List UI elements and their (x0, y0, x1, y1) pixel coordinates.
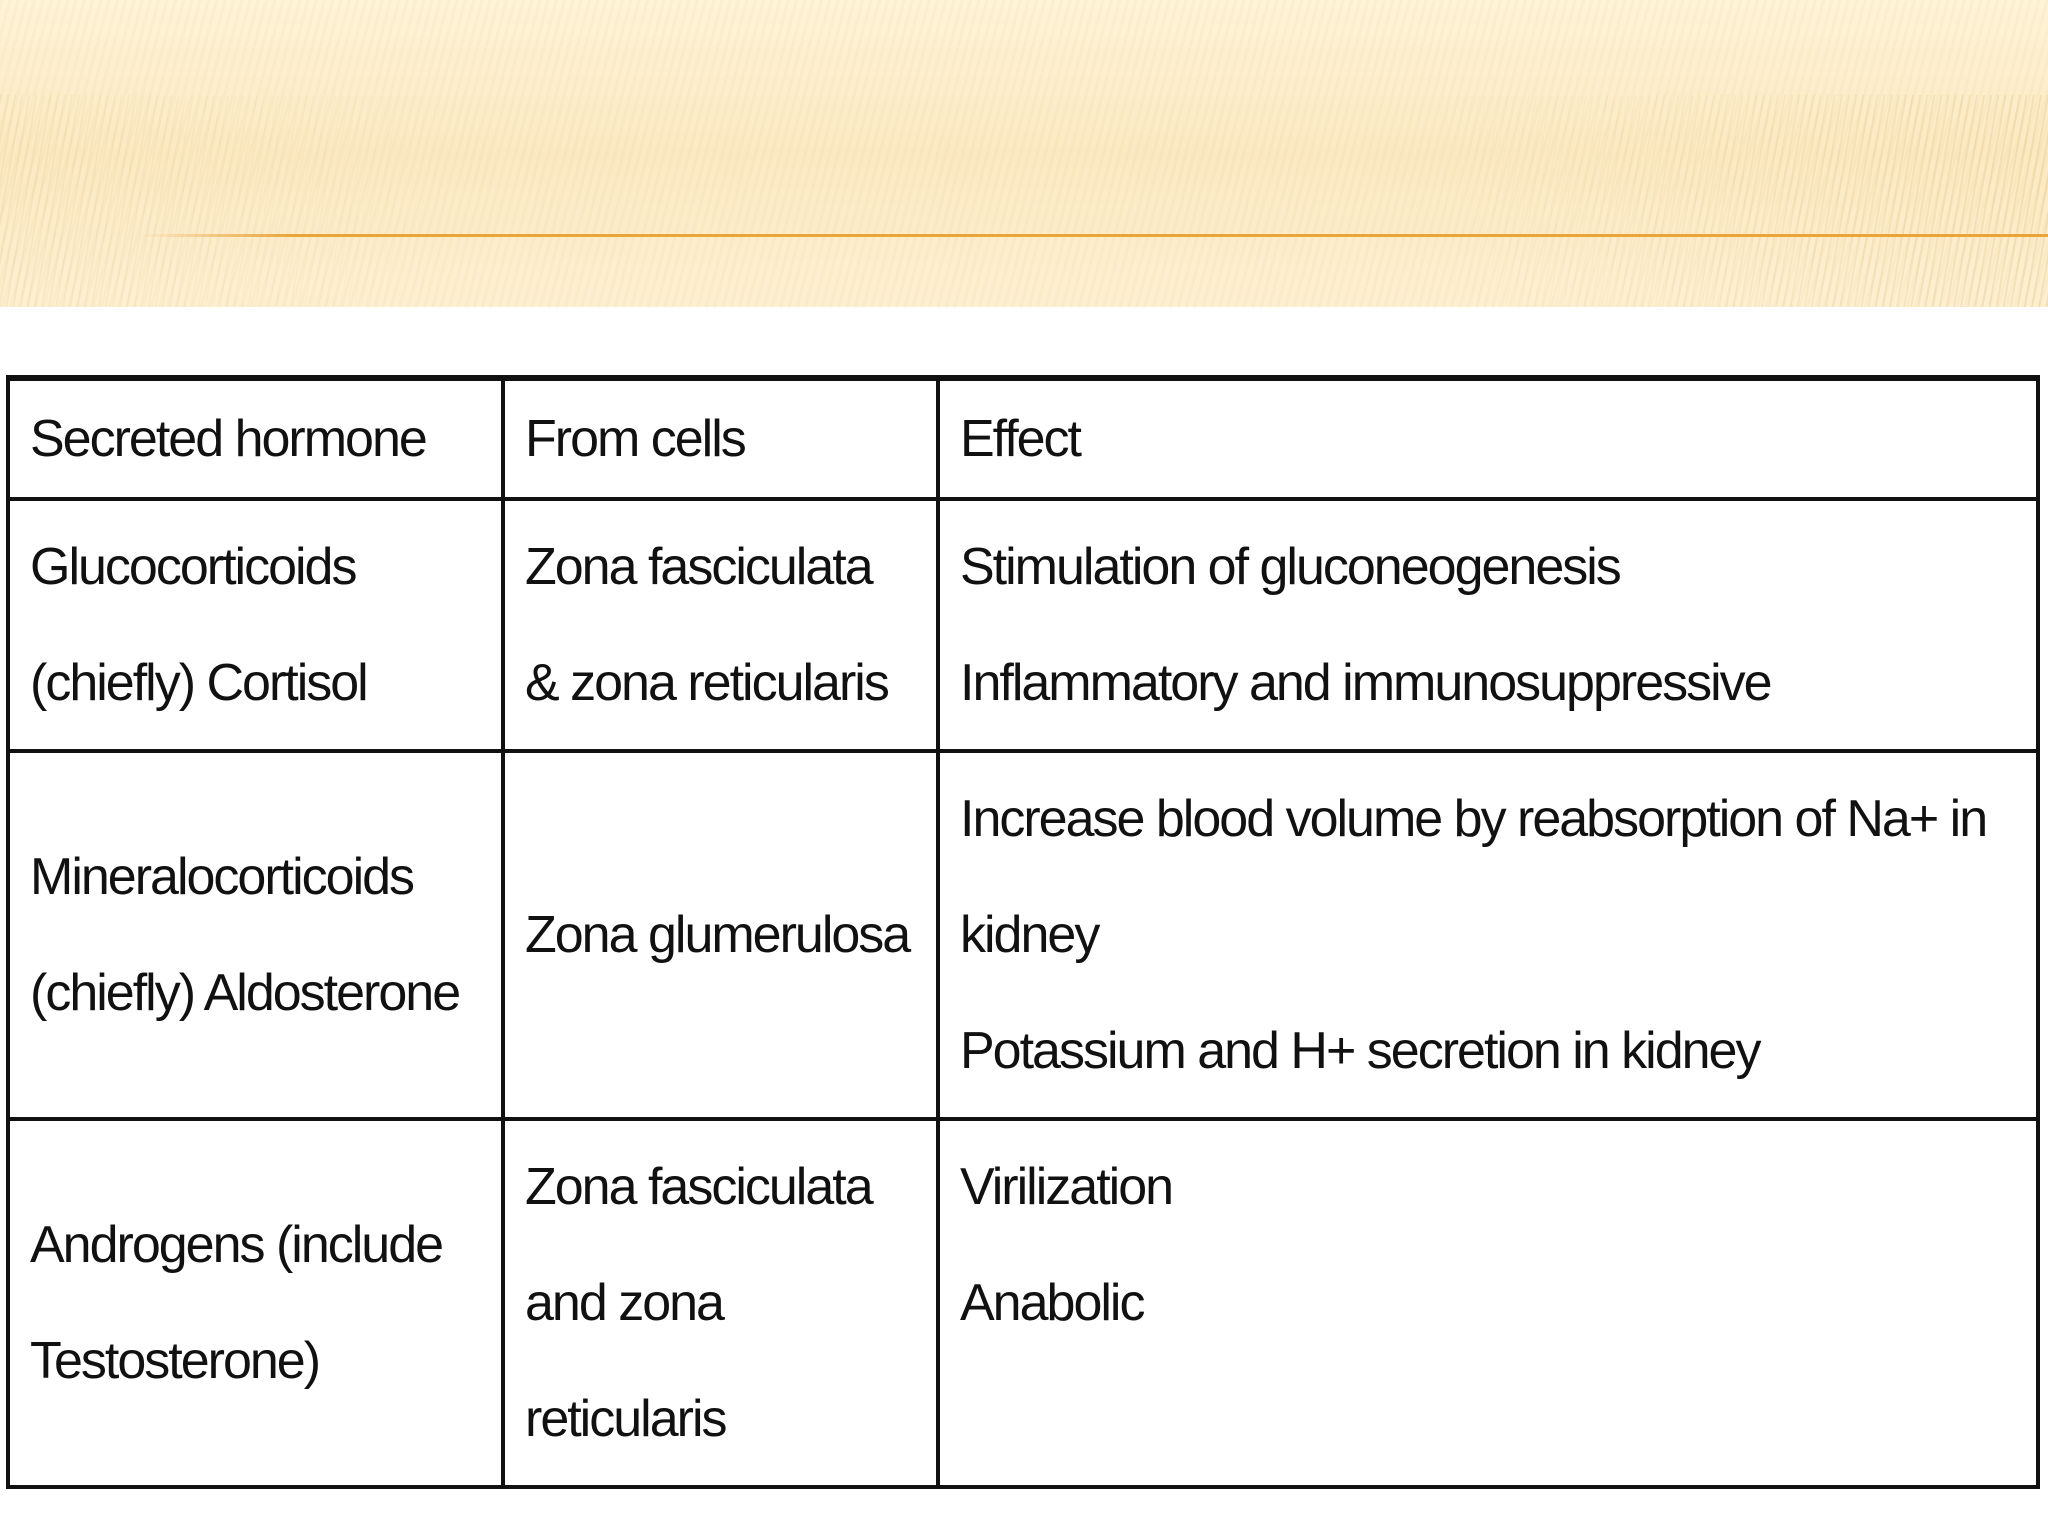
effect-cell (938, 751, 2038, 1119)
column-header-from-cells: From cells (503, 378, 938, 499)
source-cells-cell (503, 1119, 938, 1487)
source-cells-line: Zona fasciculata (525, 538, 872, 596)
source-cells-cell (503, 751, 938, 1119)
hormone-table (6, 375, 2040, 1489)
effect-line: Potassium and H+ secretion in kidney (960, 1022, 1760, 1080)
hormone-detail: (chiefly) Aldosterone (30, 964, 460, 1022)
effect-line: kidney (960, 906, 1099, 964)
source-cells-line: and zona (525, 1274, 723, 1332)
effect-line: Inflammatory and immunosuppressive (960, 654, 1771, 712)
header-divider-line (140, 234, 2048, 237)
header-texture (0, 95, 2048, 307)
effect-line: Anabolic (960, 1274, 1144, 1332)
table-row-androgens (8, 1119, 2038, 1487)
hormone-name: Mineralocorticoids (30, 848, 414, 906)
source-cells-line: & zona reticularis (525, 654, 888, 712)
effect-line: Stimulation of gluconeogenesis (960, 538, 1620, 596)
hormone-cell (8, 1119, 503, 1487)
hormone-detail: Testosterone) (30, 1332, 320, 1390)
effect-line: Virilization (960, 1158, 1173, 1216)
hormone-detail: (chiefly) Cortisol (30, 654, 367, 712)
column-header-effect: Effect (938, 378, 2038, 499)
effect-line: Increase blood volume by reabsorption of Na+ in (960, 790, 1987, 848)
effect-cell (938, 499, 2038, 751)
effect-cell (938, 1119, 2038, 1487)
table-row-mineralocorticoids (8, 751, 2038, 1119)
hormone-name: Glucocorticoids (30, 538, 356, 596)
hormone-cell (8, 751, 503, 1119)
hormone-cell (8, 499, 503, 751)
column-header-secreted-hormone: Secreted hormone (8, 378, 503, 499)
table-row-glucocorticoids (8, 499, 2038, 751)
table-header-row (8, 378, 2038, 499)
source-cells-cell (503, 499, 938, 751)
hormone-name: Androgens (include (30, 1216, 443, 1274)
source-cells-line: Zona fasciculata (525, 1158, 872, 1216)
source-cells-line: reticularis (525, 1390, 726, 1448)
source-cells-line: Zona glumerulosa (525, 906, 910, 964)
